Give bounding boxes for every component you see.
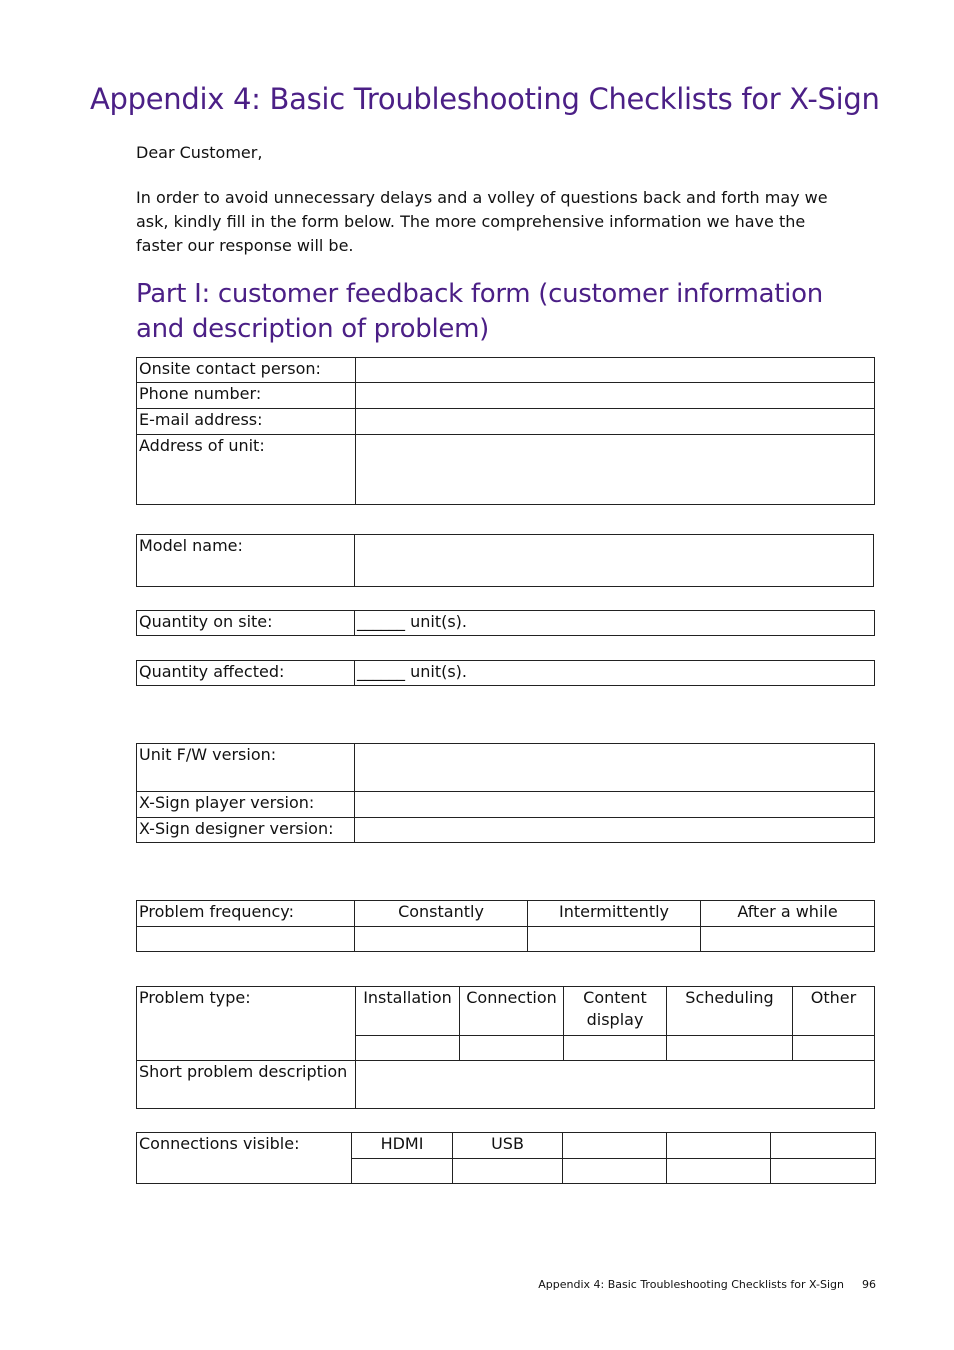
email-field[interactable]: [356, 409, 875, 435]
problem-type-option-content-display: Content display: [564, 987, 667, 1036]
phone-field[interactable]: [356, 383, 875, 409]
problem-type-checkbox-content-display[interactable]: [564, 1036, 667, 1061]
quantity-site-table: [136, 610, 875, 636]
connection-option-hdmi: HDMI: [352, 1133, 453, 1159]
problem-type-option-connection: Connection: [460, 987, 564, 1036]
frequency-option-after-a-while: After a while: [701, 901, 875, 927]
connection-checkbox-blank-1[interactable]: [563, 1159, 667, 1184]
problem-type-option-other: Other: [793, 987, 875, 1036]
model-name-label: Model name:: [137, 535, 355, 587]
frequency-checkbox-constantly[interactable]: [355, 927, 528, 952]
connection-option-blank-1: [563, 1133, 667, 1159]
email-label: E-mail address:: [137, 409, 356, 435]
designer-version-field[interactable]: [355, 818, 875, 843]
quantity-site-field[interactable]: ______ unit(s).: [355, 611, 875, 636]
problem-type-option-scheduling: Scheduling: [667, 987, 793, 1036]
fw-version-label: Unit F/W version:: [137, 744, 355, 792]
address-field[interactable]: [356, 435, 875, 505]
connection-checkbox-blank-2[interactable]: [667, 1159, 771, 1184]
problem-type-checkbox-installation[interactable]: [356, 1036, 460, 1061]
quantity-affected-field[interactable]: ______ unit(s).: [355, 661, 875, 686]
fw-version-field[interactable]: [355, 744, 875, 792]
frequency-option-intermittently: Intermittently: [528, 901, 701, 927]
quantity-affected-table: [136, 660, 875, 686]
phone-label: Phone number:: [137, 383, 356, 409]
problem-type-table: [136, 986, 875, 1109]
connection-checkbox-usb[interactable]: [453, 1159, 563, 1184]
frequency-label: Problem frequency:: [137, 901, 355, 927]
footer-text: Appendix 4: Basic Troubleshooting Checklists for X-Sign: [538, 1278, 844, 1291]
contact-table: [136, 357, 875, 505]
connection-option-blank-3: [771, 1133, 876, 1159]
connections-label: Connections visible:: [137, 1133, 352, 1184]
short-description-field[interactable]: [356, 1061, 875, 1109]
player-version-field[interactable]: [355, 792, 875, 818]
frequency-table: [136, 900, 875, 952]
page-footer: [500, 1278, 876, 1291]
page-number: 96: [862, 1278, 876, 1291]
frequency-checkbox-after-a-while[interactable]: [701, 927, 875, 952]
problem-type-checkbox-connection[interactable]: [460, 1036, 564, 1061]
connections-table: [136, 1132, 876, 1184]
part1-heading: Part I: customer feedback form (customer information and description of problem): [136, 279, 823, 344]
model-name-field[interactable]: [355, 535, 874, 587]
versions-table: [136, 743, 875, 843]
model-table: [136, 534, 874, 587]
quantity-affected-label: Quantity affected:: [137, 661, 355, 686]
player-version-label: X-Sign player version:: [137, 792, 355, 818]
connection-checkbox-blank-3[interactable]: [771, 1159, 876, 1184]
frequency-blank-cell: [137, 927, 355, 952]
problem-type-label: Problem type:: [137, 987, 356, 1061]
frequency-checkbox-intermittently[interactable]: [528, 927, 701, 952]
connection-option-blank-2: [667, 1133, 771, 1159]
problem-type-checkbox-other[interactable]: [793, 1036, 875, 1061]
quantity-site-label: Quantity on site:: [137, 611, 355, 636]
page-title: Appendix 4: Basic Troubleshooting Checklists for X-Sign: [90, 82, 880, 116]
intro-paragraph: In order to avoid unnecessary delays and a volley of questions back and forth may we ask, kindly fill in the form below. The more comprehensive information we have the faster our response will be.: [136, 188, 828, 255]
onsite-contact-label: Onsite contact person:: [137, 358, 356, 383]
greeting-text: Dear Customer,: [136, 143, 263, 162]
address-label: Address of unit:: [137, 435, 356, 505]
designer-version-label: X-Sign designer version:: [137, 818, 355, 843]
short-description-label: Short problem description: [137, 1061, 356, 1109]
onsite-contact-field[interactable]: [356, 358, 875, 383]
problem-type-option-installation: Installation: [356, 987, 460, 1036]
connection-checkbox-hdmi[interactable]: [352, 1159, 453, 1184]
frequency-option-constantly: Constantly: [355, 901, 528, 927]
problem-type-checkbox-scheduling[interactable]: [667, 1036, 793, 1061]
connection-option-usb: USB: [453, 1133, 563, 1159]
